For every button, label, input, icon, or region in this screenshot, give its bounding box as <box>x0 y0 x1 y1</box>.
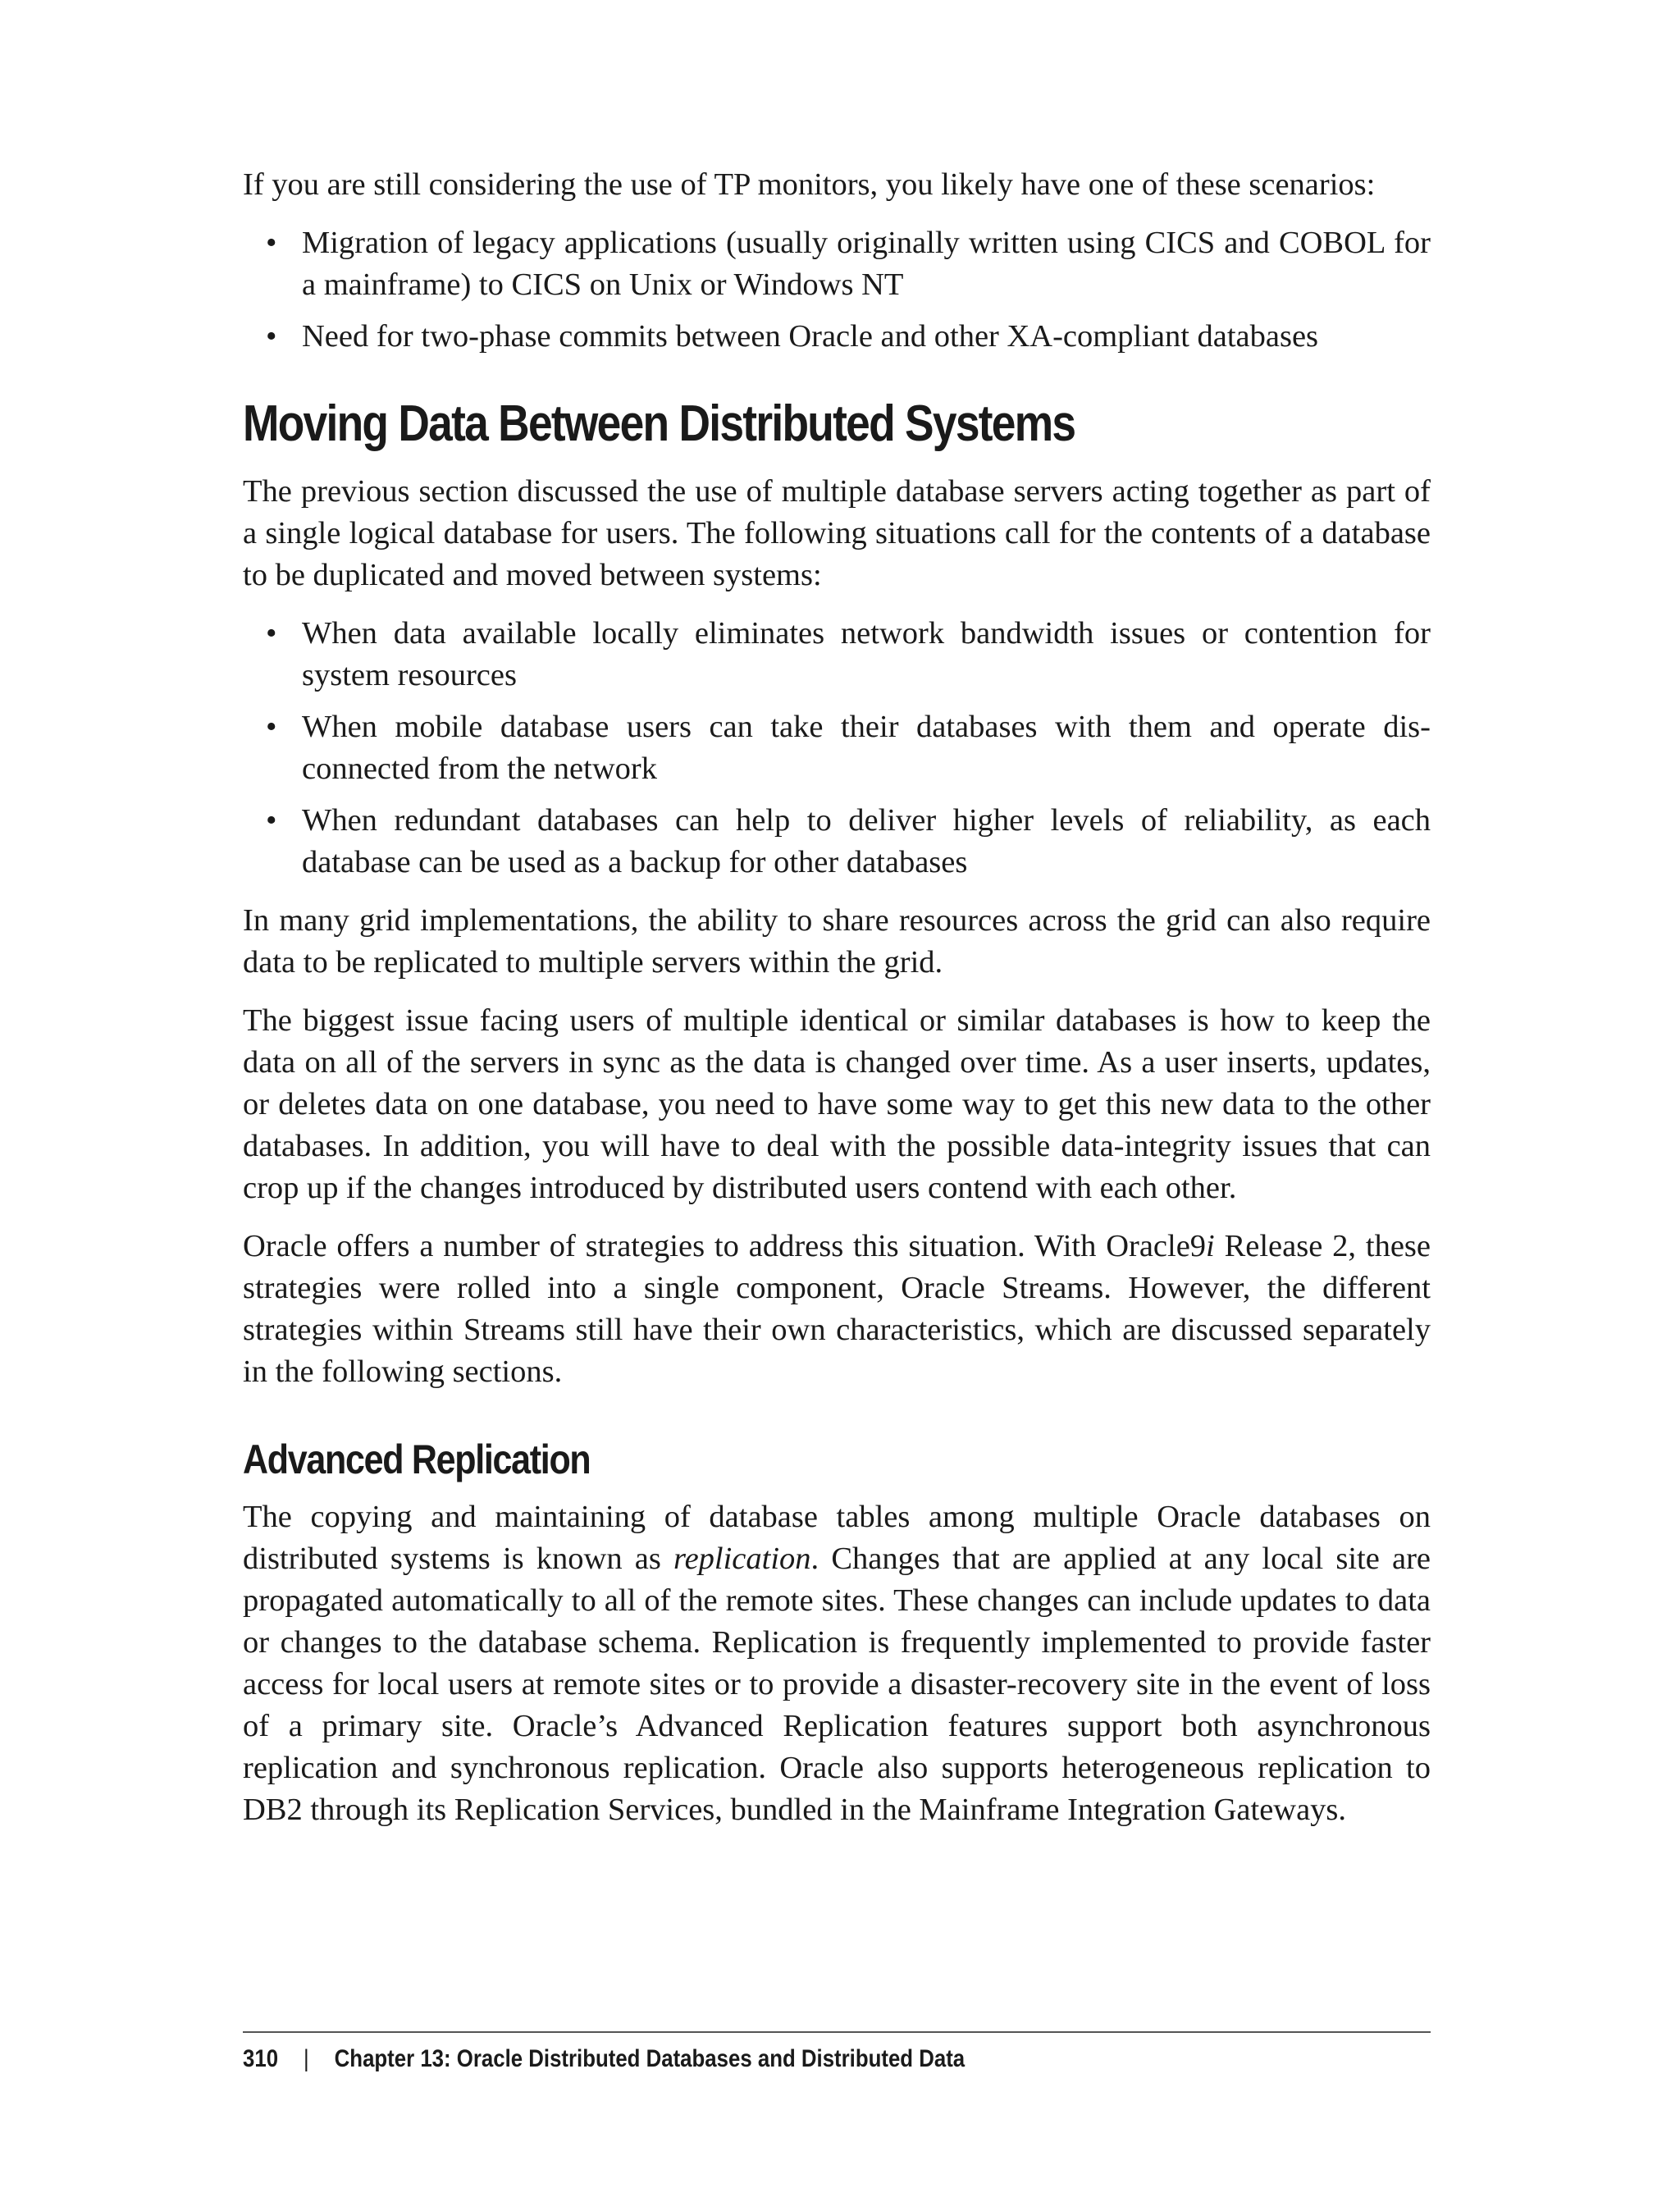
page-content <box>243 164 1431 1847</box>
paragraph-text: . Changes that are applied at any local site are propagated automatically to all of the remote sites. These changes can include updates to data or changes to the database schema. Replication is frequently implemented to provide faster access for local users at remote sites or to provide a disaster-recovery site in the event of loss of a primary site. Oracle’s Advanced Replication features support both asynchronous replication and synchronous replication. Oracle also supports heterogeneous replication to DB2 through its Replication Services, bundled in the Mainframe Integration Gateways. <box>243 1541 1431 1827</box>
intro-paragraph: If you are still considering the use of TP monitors, you likely have one of these scenarios: <box>243 167 1376 202</box>
bullet-icon: • <box>266 803 277 838</box>
chapter-title: Chapter 13: Oracle Distributed Databases and Distributed Data <box>334 2045 966 2072</box>
paragraph-text: Release 2, these strategies were rolled into a single component, Oracle Streams. However, the different strategies within Streams still have their own characteristics, which are discussed separately in the following sections. <box>243 1229 1431 1389</box>
list-item-text: When mobile database users can take their databases with them and operate disconnected from the network <box>302 710 1431 786</box>
bullet-icon: • <box>266 616 277 651</box>
bullet-icon: • <box>266 319 277 354</box>
paragraph-text: The copying and maintaining of database tables among multiple Oracle databases on distributed systems is known as <box>243 1500 1431 1576</box>
section-paragraph-3: The biggest issue facing users of multiple identical or similar databases is how to keep the data on all of the servers in sync as the data is changed over time. As a user inserts, updates, or deletes data on one database, you need to have some way to get this new data to the other databases. In addition, you will have to deal with the possible data-integrity issues that can crop up if the changes introduced by distributed users contend with each other. <box>243 1003 1431 1205</box>
list-item-text: Need for two-phase commits between Oracle and other XA-compliant databases <box>302 319 1319 354</box>
footer-divider <box>243 2031 1431 2033</box>
page-number: 310 <box>243 2045 279 2072</box>
list-item <box>243 222 1431 306</box>
italic-suffix: i <box>1206 1229 1215 1263</box>
italic-term: replication <box>673 1541 811 1576</box>
section-heading: Moving Data Between Distributed Systems <box>243 395 1075 452</box>
list-item <box>243 706 1431 790</box>
list-item-text: Migration of legacy applications (usually originally written using CICS and COBOL for a mainframe) to CICS on Unix or Windows NT <box>302 226 1431 302</box>
bullet-icon: • <box>266 226 277 260</box>
subsection-heading: Advanced Replication <box>243 1436 591 1482</box>
section-bullet-list <box>243 613 1431 884</box>
list-item <box>243 800 1431 884</box>
footer-line <box>243 2044 1264 2074</box>
footer-separator: | <box>304 2045 309 2072</box>
section-paragraph-2: In many grid implementations, the ability to share resources across the grid can also require data to be replicated to multiple servers within the grid. <box>243 903 1431 980</box>
paragraph-text: Oracle offers a number of strategies to address this situation. With Oracle9 <box>243 1229 1207 1263</box>
list-item-text: When redundant databases can help to deliver higher levels of reliability, as each database can be used as a backup for other databases <box>302 803 1431 879</box>
page-footer <box>243 2031 1431 2074</box>
bullet-icon: • <box>266 710 277 744</box>
intro-bullet-list <box>243 222 1431 358</box>
list-item-text: When data available locally eliminates network bandwidth issues or contention for system resources <box>302 616 1431 692</box>
section-paragraph-4 <box>243 1226 1431 1393</box>
list-item <box>243 316 1431 358</box>
subsection-paragraph-1 <box>243 1496 1431 1831</box>
section-paragraph-1: The previous section discussed the use of multiple database servers acting together as part of a single logical database for users. The following situations call for the contents of a database to be duplicated and moved between systems: <box>243 474 1431 592</box>
list-item <box>243 613 1431 697</box>
